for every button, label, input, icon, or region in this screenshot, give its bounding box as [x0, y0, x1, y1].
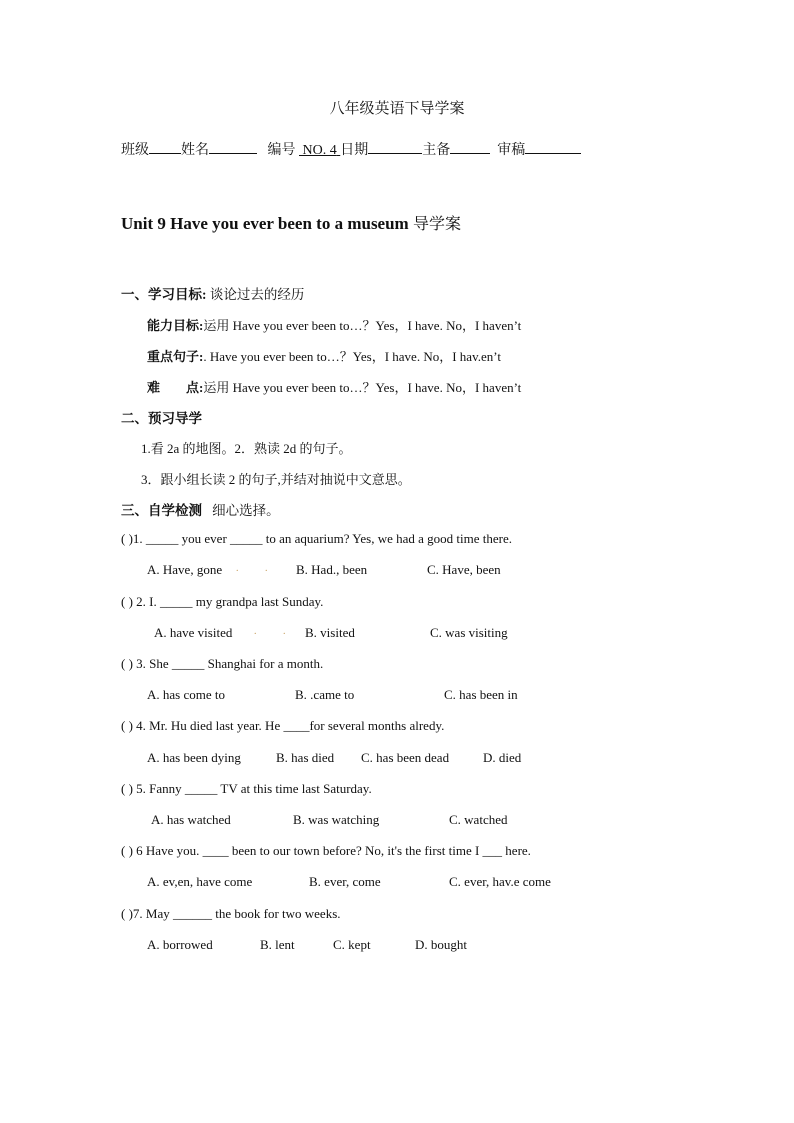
stray-mark: . — [265, 563, 268, 574]
question-6-option-a: A. ev,en, have come — [147, 874, 253, 889]
unit-title: Unit 9 Have you ever been to a museum 导学案 — [121, 214, 461, 233]
question-3: ( ) 3. She _____ Shanghai for a month. — [121, 656, 324, 671]
question-5: ( ) 5. Fanny _____ TV at this time last Saturday. — [121, 781, 372, 796]
number-label: 编号 — [267, 143, 296, 158]
question-7-option-c: C. kept — [333, 937, 371, 952]
question-7: ( )7. May ______ the book for two weeks. — [121, 906, 341, 921]
question-1-option-c: C. Have, been — [427, 562, 501, 577]
reviewer-label: 审稿 — [497, 143, 526, 158]
question-3-option-b: B. .came to — [295, 687, 355, 702]
question-4-option-c: C. has been dead — [361, 750, 450, 765]
number-value: NO. 4 — [302, 143, 337, 158]
question-1-option-b: B. Had., been — [296, 562, 368, 577]
stray-mark: . — [283, 626, 286, 637]
section-1-heading: 一、学习目标: 谈论过去的经历 — [121, 287, 305, 302]
question-1-option-a: A. Have, gone — [147, 562, 223, 577]
key-sentences: 重点句子:. Have you ever been to…？Yes，I have. No，I hav.en’t — [147, 349, 501, 364]
ability-goal: 能力目标:运用 Have you ever been to…？Yes，I have. No，I haven’t — [147, 318, 522, 333]
difficulty-point: 难 点:运用 Have you ever been to…？Yes，I have. No，I haven’t — [147, 380, 522, 395]
date-blank — [368, 139, 422, 154]
question-2-option-c: C. was visiting — [430, 625, 508, 640]
question-3-option-c: C. has been in — [444, 687, 518, 702]
question-4: ( ) 4. Mr. Hu died last year. He ____for several months alredy. — [121, 718, 445, 733]
editor-label: 主备 — [422, 143, 451, 158]
reviewer-blank — [525, 139, 581, 154]
question-1: ( )1. _____ you ever _____ to an aquarium? Yes, we had a good time there. — [121, 531, 512, 546]
date-label: 日期 — [340, 143, 369, 158]
section-2-heading: 二、预习导学 — [121, 411, 202, 426]
name-blank — [209, 139, 257, 154]
question-5-option-a: A. has watched — [151, 812, 231, 827]
stray-mark: . — [236, 563, 239, 574]
question-7-option-a: A. borrowed — [147, 937, 213, 952]
question-6: ( ) 6 Have you. ____ been to our town before? No, it's the first time I ___ here. — [121, 843, 531, 858]
question-2-option-a: A. have visited — [154, 625, 233, 640]
name-label: 姓名 — [181, 143, 209, 158]
question-7-option-b: B. lent — [260, 937, 295, 952]
question-5-option-b: B. was watching — [293, 812, 380, 827]
question-4-option-b: B. has died — [276, 750, 335, 765]
preview-item-1: 1.看 2a 的地图。2．熟读 2d 的句子。 — [141, 441, 352, 456]
question-3-option-a: A. has come to — [147, 687, 225, 702]
section-3-heading: 三、自学检测 细心选择。 — [121, 503, 280, 518]
question-2-option-b: B. visited — [305, 625, 355, 640]
header-info-line — [121, 139, 581, 159]
class-blank — [149, 139, 181, 154]
question-2: ( ) 2. I. _____ my grandpa last Sunday. — [121, 594, 324, 609]
editor-blank — [450, 139, 490, 154]
preview-item-2: 3．跟小组长读 2 的句子,并结对抽说中文意思。 — [141, 472, 411, 487]
question-4-option-d: D. died — [483, 750, 522, 765]
question-4-option-a: A. has been dying — [147, 750, 241, 765]
question-7-option-d: D. bought — [415, 937, 467, 952]
question-6-option-c: C. ever, hav.e come — [449, 874, 551, 889]
stray-mark: . — [254, 626, 257, 637]
question-5-option-c: C. watched — [449, 812, 508, 827]
question-6-option-b: B. ever, come — [309, 874, 381, 889]
page-title: 八年级英语下导学案 — [329, 101, 465, 117]
class-label: 班级 — [121, 143, 149, 158]
